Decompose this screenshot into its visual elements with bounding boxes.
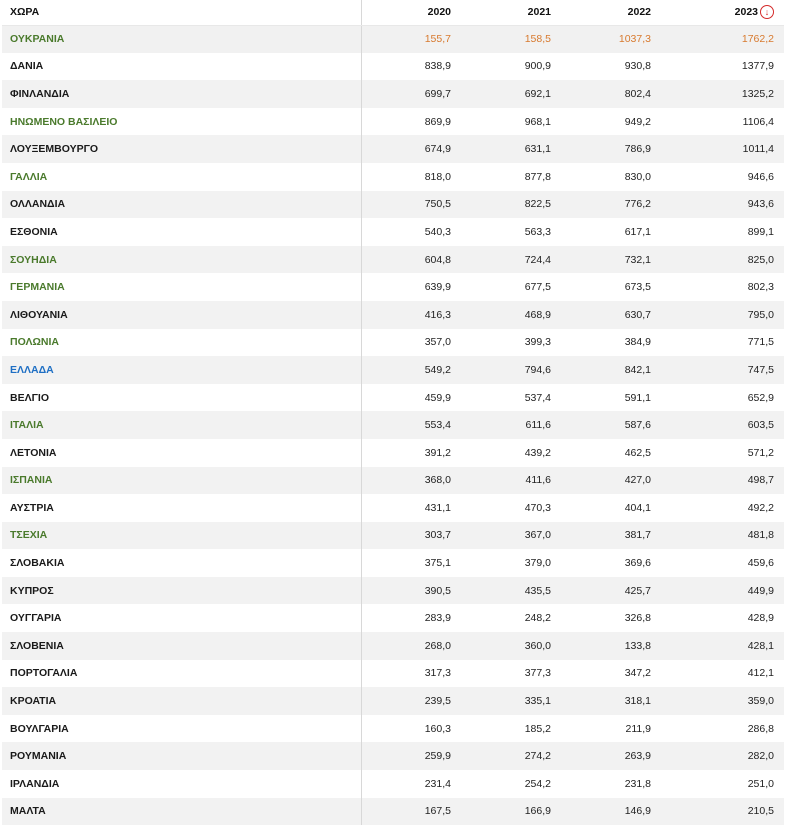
table-row <box>2 549 784 577</box>
value-2022: 133,8 <box>561 632 661 660</box>
country-name: ΟΛΛΑΝΔΙΑ <box>2 191 361 219</box>
value-2021: 900,9 <box>461 53 561 81</box>
column-header-2020[interactable]: 2020 <box>361 0 461 25</box>
value-2020: 239,5 <box>361 687 461 715</box>
value-2021: 439,2 <box>461 439 561 467</box>
column-header-2021[interactable]: 2021 <box>461 0 561 25</box>
value-2020: 431,1 <box>361 494 461 522</box>
value-2021: 158,5 <box>461 25 561 53</box>
country-name: ΟΥΓΓΑΡΙΑ <box>2 604 361 632</box>
value-2021: 470,3 <box>461 494 561 522</box>
value-2023: 428,9 <box>661 604 784 632</box>
country-name[interactable]: ΣΟΥΗΔΙΑ <box>2 246 361 274</box>
value-2023: 498,7 <box>661 467 784 495</box>
country-name: ΜΑΛΤΑ <box>2 798 361 826</box>
table-row <box>2 798 784 826</box>
value-2021: 877,8 <box>461 163 561 191</box>
value-2022: 673,5 <box>561 273 661 301</box>
value-2021: 379,0 <box>461 549 561 577</box>
value-2022: 617,1 <box>561 218 661 246</box>
value-2020: 391,2 <box>361 439 461 467</box>
value-2023: 412,1 <box>661 660 784 688</box>
table-row <box>2 494 784 522</box>
table-row <box>2 356 784 384</box>
table-row <box>2 604 784 632</box>
sort-descending-icon[interactable]: ↓ <box>760 5 774 19</box>
value-2022: 732,1 <box>561 246 661 274</box>
value-2022: 381,7 <box>561 522 661 550</box>
value-2020: 283,9 <box>361 604 461 632</box>
value-2023: 603,5 <box>661 411 784 439</box>
table-row <box>2 191 784 219</box>
value-2020: 259,9 <box>361 742 461 770</box>
value-2020: 390,5 <box>361 577 461 605</box>
value-2021: 248,2 <box>461 604 561 632</box>
table-row <box>2 467 784 495</box>
country-name: ΚΥΠΡΟΣ <box>2 577 361 605</box>
value-2020: 368,0 <box>361 467 461 495</box>
value-2023: 282,0 <box>661 742 784 770</box>
value-2022: 347,2 <box>561 660 661 688</box>
table-row <box>2 715 784 743</box>
value-2022: 776,2 <box>561 191 661 219</box>
table-row <box>2 80 784 108</box>
value-2020: 160,3 <box>361 715 461 743</box>
value-2022: 591,1 <box>561 384 661 412</box>
table-row <box>2 246 784 274</box>
value-2021: 724,4 <box>461 246 561 274</box>
table-row <box>2 411 784 439</box>
value-2023: 802,3 <box>661 273 784 301</box>
country-name[interactable]: ΓΑΛΛΙΑ <box>2 163 361 191</box>
country-name: ΛΙΘΟΥΑΝΙΑ <box>2 301 361 329</box>
value-2023: 771,5 <box>661 329 784 357</box>
value-2020: 268,0 <box>361 632 461 660</box>
value-2023: 481,8 <box>661 522 784 550</box>
table-row <box>2 577 784 605</box>
value-2021: 968,1 <box>461 108 561 136</box>
value-2022: 830,0 <box>561 163 661 191</box>
value-2020: 553,4 <box>361 411 461 439</box>
value-2021: 563,3 <box>461 218 561 246</box>
value-2022: 146,9 <box>561 798 661 826</box>
country-name[interactable]: ΙΣΠΑΝΙΑ <box>2 467 361 495</box>
table-row <box>2 439 784 467</box>
value-2020: 549,2 <box>361 356 461 384</box>
value-2021: 185,2 <box>461 715 561 743</box>
country-name: ΕΣΘΟΝΙΑ <box>2 218 361 246</box>
value-2020: 416,3 <box>361 301 461 329</box>
table-row <box>2 273 784 301</box>
value-2023: 946,6 <box>661 163 784 191</box>
value-2020: 699,7 <box>361 80 461 108</box>
country-name[interactable]: ΙΤΑΛΙΑ <box>2 411 361 439</box>
table-row <box>2 660 784 688</box>
value-2022: 318,1 <box>561 687 661 715</box>
value-2023: 1325,2 <box>661 80 784 108</box>
value-2023: 747,5 <box>661 356 784 384</box>
value-2023: 1106,4 <box>661 108 784 136</box>
value-2023: 492,2 <box>661 494 784 522</box>
country-name[interactable]: ΤΣΕΧΙΑ <box>2 522 361 550</box>
value-2021: 166,9 <box>461 798 561 826</box>
value-2023: 449,9 <box>661 577 784 605</box>
value-2021: 377,3 <box>461 660 561 688</box>
value-2022: 949,2 <box>561 108 661 136</box>
table-row <box>2 522 784 550</box>
value-2022: 462,5 <box>561 439 661 467</box>
table-row <box>2 384 784 412</box>
table-row <box>2 632 784 660</box>
value-2023: 1377,9 <box>661 53 784 81</box>
value-2021: 692,1 <box>461 80 561 108</box>
table-row <box>2 135 784 163</box>
country-name[interactable]: ΠΟΛΩΝΙΑ <box>2 329 361 357</box>
value-2020: 639,9 <box>361 273 461 301</box>
value-2022: 842,1 <box>561 356 661 384</box>
value-2020: 317,3 <box>361 660 461 688</box>
value-2023: 825,0 <box>661 246 784 274</box>
value-2021: 537,4 <box>461 384 561 412</box>
value-2023: 795,0 <box>661 301 784 329</box>
column-header-2023-label: 2023 <box>734 6 758 19</box>
country-name: ΔΑΝΙΑ <box>2 53 361 81</box>
country-name[interactable]: ΓΕΡΜΑΝΙΑ <box>2 273 361 301</box>
value-2022: 630,7 <box>561 301 661 329</box>
country-name: ΚΡΟΑΤΙΑ <box>2 687 361 715</box>
table-row <box>2 218 784 246</box>
value-2023: 359,0 <box>661 687 784 715</box>
value-2022: 369,6 <box>561 549 661 577</box>
value-2022: 404,1 <box>561 494 661 522</box>
value-2023: 210,5 <box>661 798 784 826</box>
table-header-row <box>2 0 784 25</box>
table-row <box>2 163 784 191</box>
value-2023: 899,1 <box>661 218 784 246</box>
data-table <box>2 0 784 825</box>
value-2020: 869,9 <box>361 108 461 136</box>
value-2022: 263,9 <box>561 742 661 770</box>
value-2020: 155,7 <box>361 25 461 53</box>
country-name: ΛΕΤΟΝΙΑ <box>2 439 361 467</box>
value-2020: 540,3 <box>361 218 461 246</box>
column-header-2023[interactable] <box>661 0 784 25</box>
country-name: ΑΥΣΤΡΙΑ <box>2 494 361 522</box>
value-2021: 367,0 <box>461 522 561 550</box>
value-2022: 786,9 <box>561 135 661 163</box>
value-2020: 231,4 <box>361 770 461 798</box>
country-name[interactable]: ΟΥΚΡΑΝΙΑ <box>2 25 361 53</box>
value-2022: 326,8 <box>561 604 661 632</box>
value-2021: 274,2 <box>461 742 561 770</box>
country-name: ΛΟΥΞΕΜΒΟΥΡΓΟ <box>2 135 361 163</box>
value-2023: 428,1 <box>661 632 784 660</box>
country-name[interactable]: ΕΛΛΑΔΑ <box>2 356 361 384</box>
value-2021: 360,0 <box>461 632 561 660</box>
value-2023: 251,0 <box>661 770 784 798</box>
table-row <box>2 108 784 136</box>
value-2023: 286,8 <box>661 715 784 743</box>
column-header-2022[interactable]: 2022 <box>561 0 661 25</box>
table-row <box>2 25 784 53</box>
table-row <box>2 301 784 329</box>
value-2020: 459,9 <box>361 384 461 412</box>
value-2021: 254,2 <box>461 770 561 798</box>
value-2020: 604,8 <box>361 246 461 274</box>
table-row <box>2 742 784 770</box>
value-2022: 802,4 <box>561 80 661 108</box>
value-2022: 1037,3 <box>561 25 661 53</box>
value-2023: 943,6 <box>661 191 784 219</box>
country-name: ΣΛΟΒΑΚΙΑ <box>2 549 361 577</box>
value-2022: 211,9 <box>561 715 661 743</box>
value-2020: 167,5 <box>361 798 461 826</box>
country-name: ΦΙΝΛΑΝΔΙΑ <box>2 80 361 108</box>
value-2023: 571,2 <box>661 439 784 467</box>
value-2020: 375,1 <box>361 549 461 577</box>
value-2022: 384,9 <box>561 329 661 357</box>
value-2020: 303,7 <box>361 522 461 550</box>
table-row <box>2 329 784 357</box>
country-name: ΒΕΛΓΙΟ <box>2 384 361 412</box>
value-2021: 631,1 <box>461 135 561 163</box>
country-name: ΠΟΡΤΟΓΑΛΙΑ <box>2 660 361 688</box>
value-2021: 794,6 <box>461 356 561 384</box>
value-2021: 677,5 <box>461 273 561 301</box>
value-2020: 838,9 <box>361 53 461 81</box>
country-name: ΣΛΟΒΕΝΙΑ <box>2 632 361 660</box>
country-name: ΙΡΛΑΝΔΙΑ <box>2 770 361 798</box>
value-2022: 930,8 <box>561 53 661 81</box>
value-2023: 1011,4 <box>661 135 784 163</box>
column-header-country[interactable]: ΧΩΡΑ <box>2 0 361 25</box>
value-2021: 468,9 <box>461 301 561 329</box>
value-2023: 652,9 <box>661 384 784 412</box>
value-2020: 357,0 <box>361 329 461 357</box>
value-2021: 435,5 <box>461 577 561 605</box>
value-2022: 425,7 <box>561 577 661 605</box>
value-2023: 1762,2 <box>661 25 784 53</box>
country-name[interactable]: ΗΝΩΜΕΝΟ ΒΑΣΙΛΕΙΟ <box>2 108 361 136</box>
value-2021: 335,1 <box>461 687 561 715</box>
value-2021: 411,6 <box>461 467 561 495</box>
value-2021: 399,3 <box>461 329 561 357</box>
value-2020: 674,9 <box>361 135 461 163</box>
value-2022: 587,6 <box>561 411 661 439</box>
value-2020: 750,5 <box>361 191 461 219</box>
value-2021: 611,6 <box>461 411 561 439</box>
country-name: ΡΟΥΜΑΝΙΑ <box>2 742 361 770</box>
table-row <box>2 53 784 81</box>
value-2020: 818,0 <box>361 163 461 191</box>
country-name: ΒΟΥΛΓΑΡΙΑ <box>2 715 361 743</box>
table-row <box>2 770 784 798</box>
value-2022: 231,8 <box>561 770 661 798</box>
value-2021: 822,5 <box>461 191 561 219</box>
table-row <box>2 687 784 715</box>
value-2022: 427,0 <box>561 467 661 495</box>
value-2023: 459,6 <box>661 549 784 577</box>
